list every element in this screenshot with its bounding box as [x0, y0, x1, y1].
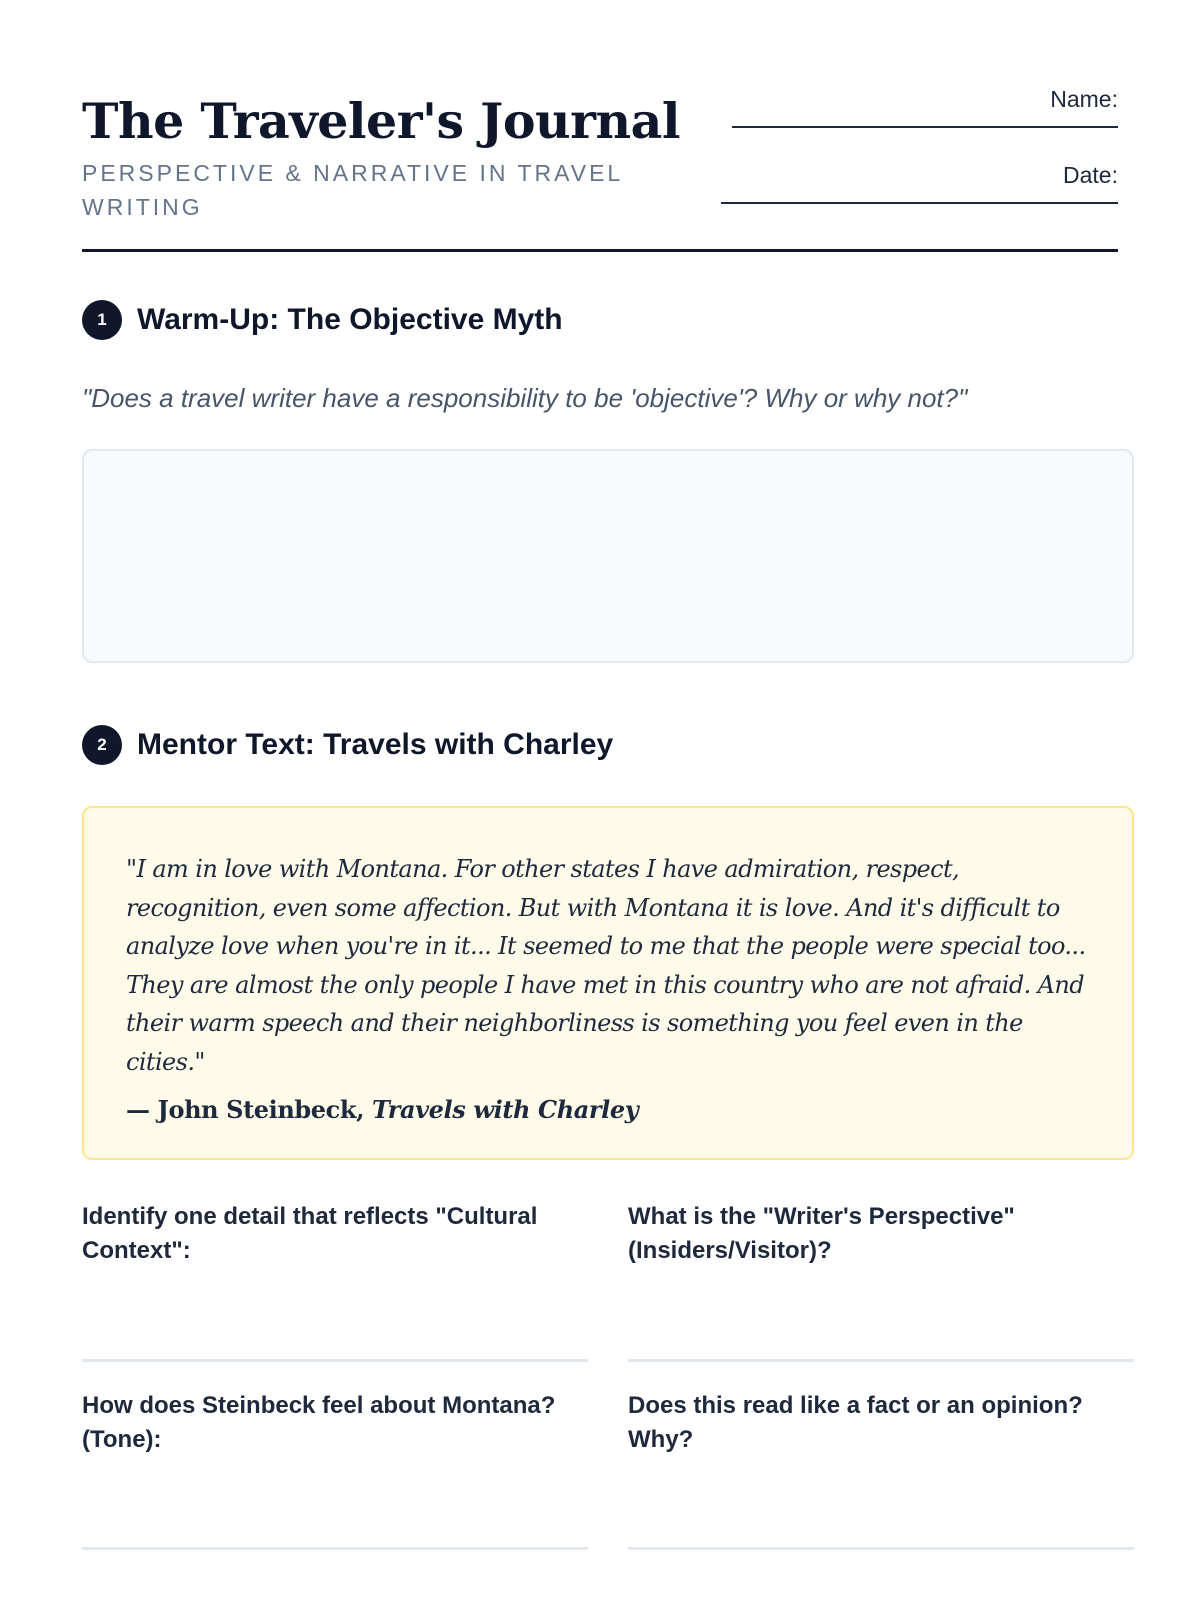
- student-meta: [698, 84, 1118, 204]
- section-warmup-heading: [82, 300, 563, 340]
- name-line[interactable]: [732, 126, 1118, 128]
- answer-line[interactable]: [82, 1359, 588, 1362]
- date-label: Date:: [1063, 162, 1118, 188]
- mentor-quote-box: [82, 806, 1134, 1160]
- section-number-badge: 1: [82, 300, 122, 340]
- answer-line[interactable]: [628, 1359, 1134, 1362]
- question-cultural-context: Identify one detail that reflects "Cultural Context":: [82, 1203, 538, 1264]
- warmup-prompt: "Does a travel writer have a responsibility to be 'objective'? Why or why not?": [82, 383, 968, 413]
- question-tone: How does Steinbeck feel about Montana? (Tone):: [82, 1392, 556, 1453]
- section-mentor-heading: [82, 725, 613, 765]
- section-title: Mentor Text: Travels with Charley: [137, 728, 614, 761]
- page-title: The Traveler's Journal: [82, 92, 680, 150]
- question-fact-or-opinion: Does this read like a fact or an opinion? Why?: [628, 1392, 1083, 1453]
- answer-line[interactable]: [82, 1547, 588, 1550]
- section-title: Warm-Up: The Objective Myth: [137, 303, 563, 336]
- answer-line[interactable]: [628, 1547, 1134, 1550]
- quote-work-title: Travels with Charley: [372, 1095, 639, 1124]
- quote-author: — John Steinbeck,: [126, 1095, 373, 1124]
- section-number-badge: 2: [82, 725, 122, 765]
- name-label: Name:: [1050, 86, 1118, 112]
- warmup-answer-box[interactable]: [82, 449, 1134, 663]
- page-subtitle: PERSPECTIVE & NARRATIVE IN TRAVEL WRITING: [82, 160, 623, 220]
- quote-attribution: [126, 1095, 1092, 1124]
- mentor-quote: "I am in love with Montana. For other states I have admiration, respect, recognition, even some affection. But with Montana it is love. And it's difficult to analyze love when you're in it... It seemed to me that the people were special too... They are almost the only people I have met in this country who are not afraid. And their warm speech and their neighborliness is something you feel even in the cities.": [126, 855, 1086, 1076]
- date-line[interactable]: [721, 202, 1118, 204]
- question-writer-perspective: What is the "Writer's Perspective" (Insiders/Visitor)?: [628, 1203, 1015, 1264]
- page-header: [82, 0, 1118, 252]
